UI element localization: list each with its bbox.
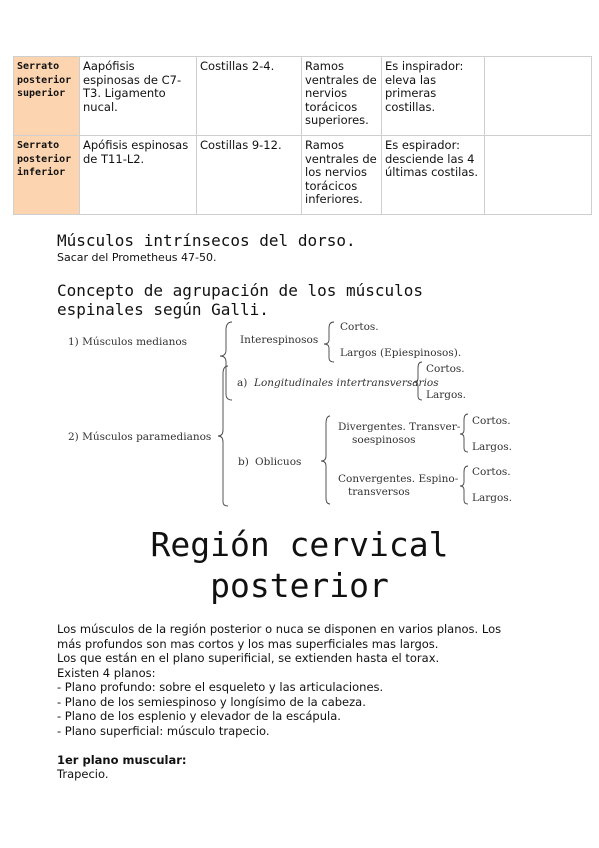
table-cell-origin: Aapófisis espinosas de C7-T3. Ligamento nucal.: [80, 57, 197, 136]
body-line: - Plano profundo: sobre el esqueleto y las articulaciones.: [57, 680, 384, 694]
table-cell-innervation: Ramos ventrales de los nervios torácicos inferiores.: [302, 136, 382, 215]
body-line: Los músculos de la región posterior o nuca se disponen en varios planos. Los: [57, 622, 502, 636]
body-line: - Plano superficial: músculo trapecio.: [57, 723, 270, 738]
group-2-a-item: Largos.: [426, 389, 467, 401]
brace: [460, 466, 468, 504]
body-line: - Plano de los semiespinoso y longísimo de la cabeza.: [57, 694, 366, 709]
subheading: 1er plano muscular:: [57, 752, 187, 767]
body-line: - Plano de los esplenio y elevador de la escápula.: [57, 709, 341, 723]
table-row: [14, 136, 592, 215]
group-2-b1-item: Largos.: [472, 441, 513, 453]
body-line: más profundos son mas cortos y los mas superficiales mas largos.: [57, 636, 439, 651]
intrinsic-note: Sacar del Prometheus 47-50.: [57, 251, 217, 264]
brace: [324, 322, 334, 362]
table-cell-origin: Apófisis espinosas de T11-L2.: [80, 136, 197, 215]
group-2-b2-item: Largos.: [472, 492, 513, 504]
group-1-label: 1) Músculos medianos: [68, 336, 188, 348]
brace: [218, 366, 228, 506]
group-1-item: Largos (Epiespinosos).: [340, 347, 462, 359]
subtext: Trapecio.: [57, 767, 109, 781]
group-2-b1-label: soespinosos: [352, 434, 416, 446]
table-row: [14, 57, 592, 136]
table-cell-insertion: Costillas 9-12.: [197, 136, 302, 215]
group-2-a-prefix: a): [237, 377, 248, 389]
concept-heading-line2: espinales según Galli.: [57, 300, 269, 319]
brace: [460, 414, 468, 452]
spacer: [57, 738, 547, 753]
group-2-a-item: Cortos.: [426, 363, 465, 375]
group-2-b1-label: Divergentes. Transver-: [338, 421, 461, 433]
muscle-table: [13, 56, 592, 215]
group-2-label: 2) Músculos paramedianos: [68, 431, 212, 443]
brace: [321, 416, 330, 504]
table-cell-extra: [485, 57, 592, 136]
brace: [220, 322, 232, 400]
region-title-line2: posterior: [210, 566, 389, 605]
group-2-a-label: Longitudinales intertransversarios: [254, 377, 439, 389]
body-line: Existen 4 planos:: [57, 665, 156, 680]
group-1-item: Cortos.: [340, 321, 379, 333]
region-title-line1: Región cervical: [150, 525, 449, 564]
table-cell-insertion: Costillas 2-4.: [197, 57, 302, 136]
table-cell-muscle: Serrato posterior superior: [14, 57, 80, 136]
classification-diagram: [0, 316, 599, 516]
table-cell-innervation: Ramos ventrales de nervios torácicos superiores.: [302, 57, 382, 136]
group-2-b2-label: transversos: [348, 486, 410, 498]
table-cell-action: Es inspirador: eleva las primeras costillas.: [382, 57, 485, 136]
group-2-b2-item: Cortos.: [472, 466, 511, 478]
group-1-sub: Interespinosos: [240, 334, 319, 346]
group-2-b-prefix: b): [238, 456, 249, 468]
body-line: Los que están en el plano superificial, se extienden hasta el torax.: [57, 651, 440, 665]
body-text: [57, 622, 547, 782]
table-cell-muscle: Serrato posterior inferior: [14, 136, 80, 215]
intrinsic-heading: Músculos intrínsecos del dorso.: [57, 231, 356, 250]
concept-heading-line1: Concepto de agrupación de los músculos: [57, 281, 424, 300]
table-cell-extra: [485, 136, 592, 215]
group-2-b1-item: Cortos.: [472, 415, 511, 427]
table-cell-action: Es espirador: desciende las 4 últimas costilas.: [382, 136, 485, 215]
group-2-b2-label: Convergentes. Espino-: [338, 473, 459, 485]
group-2-b-label: Oblicuos: [255, 456, 302, 468]
